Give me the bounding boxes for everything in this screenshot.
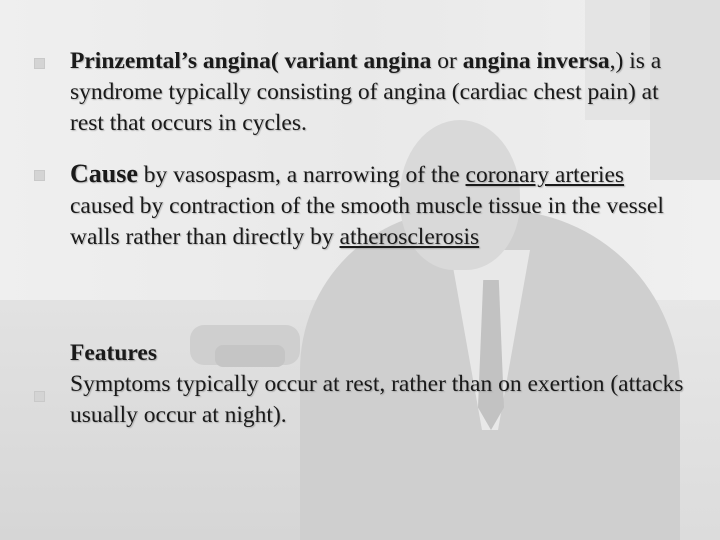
features-text: Symptoms typically occur at rest, rather than on exertion (attacks usually occur at night). <box>70 371 684 428</box>
features-heading: Features <box>70 340 158 366</box>
definition-text: ,) is a syndrome typically consisting of angina (cardiac chest pain) at rest that occurs in cycles. <box>70 48 662 136</box>
cause-text-2: caused by contraction of the smooth muscle tissue in the vessel walls rather than directly by <box>70 193 664 250</box>
link-atherosclerosis[interactable]: atherosclerosis <box>339 224 480 250</box>
cause-text: by vasospasm, a narrowing of the <box>137 162 466 188</box>
paragraph-cause <box>70 158 690 253</box>
paragraph-definition <box>70 46 690 139</box>
bullet-icon <box>34 170 45 181</box>
paragraph-features <box>70 338 690 431</box>
term-name: Prinzemtal’s angina( variant angina <box>70 48 432 74</box>
term-alt-name: angina inversa <box>462 48 610 74</box>
link-coronary-arteries[interactable]: coronary arteries <box>465 162 625 188</box>
bullet-icon <box>34 391 45 402</box>
bullet-icon <box>34 58 45 69</box>
cause-heading: Cause <box>70 159 138 188</box>
text-connector: or <box>431 48 463 74</box>
